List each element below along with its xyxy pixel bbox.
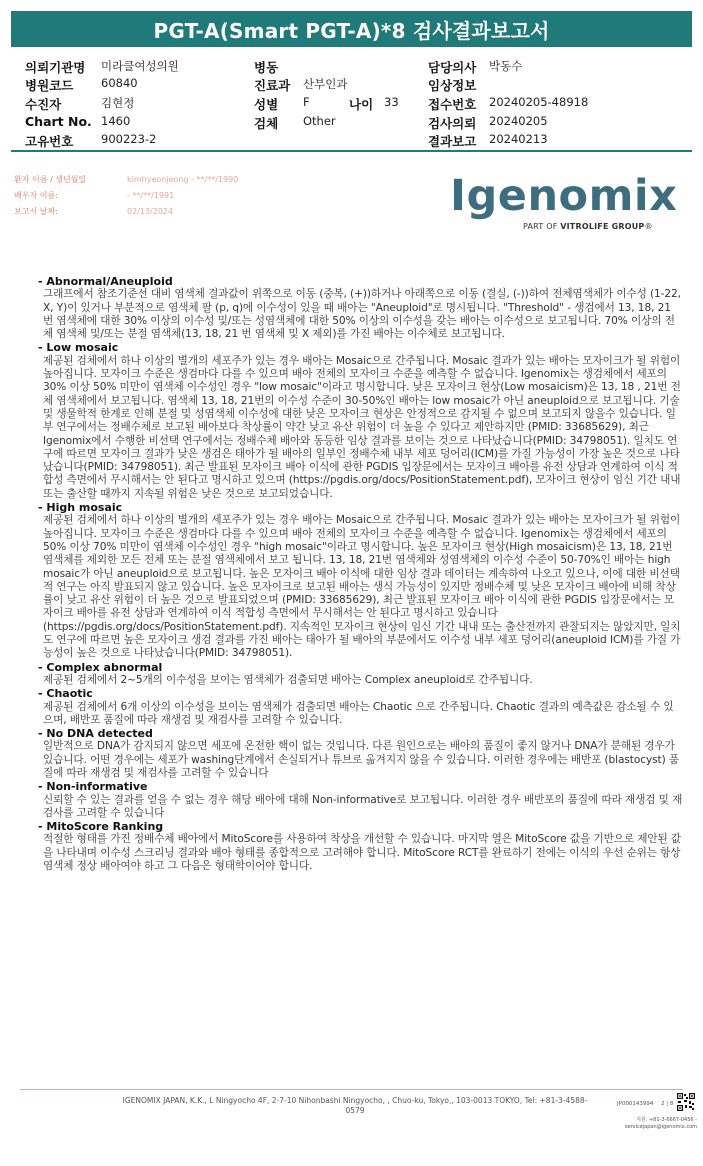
logo-tagline-prefix: PART OF	[523, 222, 561, 231]
info-block	[11, 54, 692, 152]
value-patient: 김현정	[101, 96, 135, 110]
label-unique-no: 고유번호	[25, 134, 74, 149]
footer-address: IGENOMIX JAPAN, K.K., L Ningyocho 4F, 2-7-10 Nihonbashi Ningyocho, , Chuo-ku, Tokyo,, 103-0013 TOKYO, Tel: +81-3-4588-0579	[122, 1096, 588, 1115]
label-doctor: 담당의사	[428, 60, 477, 75]
label-ward: 병동	[254, 60, 279, 75]
logo-tagline	[523, 222, 690, 231]
section-body: 적절한 형태를 가진 정배수체 배아에서 MitoScore를 사용하여 착상을 개선할 수 있습니다. 마지막 열은 MitoScore 값을 기반으로 제안된 값을 나타내며 이수성 스크리닝 결과와 배아 형태를 종합적으로 고려해야 합니다. MitoScore RCT를 완료하기 전에는 이식의 우선 순위는 항상 염색체 정상 배아여야 하고 그 다음은 형태학이어야 합니다.	[43, 833, 682, 873]
patient-name-label: 환자 이름 / 생년월일	[14, 175, 87, 184]
report-title: PGT-A(Smart PGT-A)*8 검사결과보고서	[153, 18, 550, 43]
document-number: JP000143994	[617, 1101, 654, 1107]
logo-wordmark: Igenomix	[450, 171, 678, 221]
value-receipt-no: 20240205-48918	[489, 95, 589, 109]
section-heading: - MitoScore Ranking	[38, 820, 164, 834]
section-high-mosaic	[33, 501, 683, 661]
label-age: 나이	[349, 97, 374, 112]
section-body: 제공된 검체에서 하나 이상의 별개의 세포주가 있는 경우 배아는 Mosaic으로 간주됩니다. Mosaic 결과가 있는 배아는 모자이크가 될 위험이 높아집니다. 모자이크 수준은 생검마다 다를 수 있으며 배아 전체의 모자이크 수준을 예측할 수 없습니다. Igenomix는 생검체에서 세포의 50% 이상 70% 미만이 염색체 이수성인 경우 "high mosaic"이라고 명시합니다. 높은 모자이크 현상(High mosaicism)은 13, 18, 21번 염색체를 제외한 모든 전체 또는 분절 염색체에서 보고 됩니다. 13, 18, 21번 염색체와 성염색체의 이수성 수준이 50-70%인 배아는 high mosaic가 아닌 aneuploid으로 보고됩니다. 높은 모자이크 배아 이식에 대한 임상 결과 데이터는 계속하여 나오고 있으나, 이에 대한 비선택적 연구는 아직 발표되지 않고 있습니다. 높은 모자이크로 보고된 배아는 생식 가능성이 있지만 정배수체 및 낮은 모자이크 배아에 비해 착상률이 낮고 유산 위험이 더 높은 것으로 발표되었으며 (PMID: 33685629), 최근 발표된 모자이크 배아 이식에 관한 PGDIS 입장문에서는 모자이크 배아를 유전 상담과 연계하여 이식 적합성 측면에서 무시해서는 안 된다고 명시하고 있습니다 (https://pgdis.org/docs/PositionStatement.pdf). 지속적인 모자이크 현상이 임신 기간 내내 또는 출산전까지 관찰되지는 않았지만, 일치도 연구에 따르면 높은 모자이크 생검 결과를 가진 배아는 태아가 될 배아의 부분에서도 이수성 내부 세포 덩어리(aneuploid ICM)를 가질 가능성이 높은 것으로 나타났습니다(PMID: 34798051).	[43, 514, 681, 660]
footer-divider	[20, 1089, 683, 1090]
value-institution: 미라클여성의원	[101, 59, 179, 73]
section-mitoscore	[33, 820, 683, 873]
section-heading: - High mosaic	[38, 501, 123, 515]
report-date-value: 02/13/2024	[127, 207, 174, 216]
qr-code-icon	[677, 1093, 695, 1111]
value-department: 산부인과	[303, 77, 348, 91]
definitions-content	[33, 275, 683, 873]
value-specimen: Other	[303, 114, 336, 128]
section-no-dna	[33, 727, 683, 780]
patient-block	[14, 172, 239, 220]
contact-phone: 지원: +81-3-6667-0456 -	[636, 1117, 697, 1123]
igenomix-logo	[450, 170, 690, 231]
label-specimen: 검체	[254, 116, 279, 131]
section-heading: - Low mosaic	[38, 341, 119, 355]
section-body: 제공된 검체에서 6개 이상의 이수성을 보이는 염색체가 검출되면 배아는 Chaotic 으로 간주됩니다. Chaotic 결과의 예측값은 감소될 수 있으며, 배반포 품질에 따라 재생검 및 재검사를 고려할 수 있습니다.	[43, 700, 674, 726]
label-hospital-code: 병원코드	[25, 78, 74, 93]
value-unique-no: 900223-2	[101, 132, 157, 146]
section-low-mosaic	[33, 341, 683, 501]
section-heading: - Abnormal/Aneuploid	[38, 275, 173, 288]
section-body: 그래프에서 참조기준선 대비 염색체 결과값이 위쪽으로 이동 (중복, (+))하거나 아래쪽으로 이동 (결실, (-))하여 전체염색체가 이수성 (1-22, X, Y)이 있거나 부분적으로 염색체 팔 (p, q)에 이수성이 있을 때 배아는 "Aneuploid"로 명시됩니다. "Threshold" - 생검에서 13, 18, 21 번 염색체에 대한 30% 이상의 이수성 및/또는 성염색체에 대한 50% 이상의 이수성을 갖는 배아는 이수성으로 보고됩니다. 70% 이상의 전체 염색체 및/또는 분절 염색체(13, 18, 21 번 염색체 및 X 제외)를 가진 배아는 이수체로 보고됩니다.	[43, 288, 681, 341]
value-hospital-code: 60840	[101, 76, 138, 90]
section-body: 제공된 검체에서 하나 이상의 별개의 세포주가 있는 경우 배아는 Mosaic으로 간주됩니다. Mosaic 결과가 있는 배아는 모자이크가 될 위험이 높아집니다. 모자이크 수준은 생검마다 다를 수 있으며 배아 전체의 모자이크 수준을 예측할 수 없습니다. Igenomix는 생검체에서 세포의 30% 이상 50% 미만이 염색체 이수성인 경우 "low mosaic"이라고 명시합니다. 낮은 모자이크 현상(Low mosaicism)은 13, 18 , 21번 전체 염색체에서 보고됩니다. 염색체 13, 18, 21번의 이수성 수준이 30-50%인 배아는 low mosaic가 아닌 aneuploid으로 보고됩니다. 기술 및 생물학적 한계로 인해 분절 및 성염색체 이수성에 대한 낮은 모자이크 현상은 안정적으로 감지될 수 없으며 보고되지 않을수 있습니다. 일부 연구에서는 정배수체로 보고된 배아보다 착상률이 약간 낮고 유산 위험이 더 높을 수 있다고 제안하지만 (PMID: 33685629), 최근 Igenomix에서 수행한 비선택 연구에서는 정배수체 배아와 동등한 임상 결과를 보이는 것으로 나타났습니다(PMID: 34798051). 일치도 연구에 따르면 모자이크 결과가 낮은 생검은 태아가 될 배아의 일부인 정배수체 내부 세포 덩어리(ICM)를 가질 가능성이 가장 높은 것으로 나타났습니다(PMID: 34798051). 최근 발표된 모자이크 배아 이식에 관한 PGDIS 입장문에서는 모자이크 배아를 유전 상담과 연계하여 이식 적합성 측면에서 무시해서는 안 된다고 명시하고 있으며 (https://pgdis.org/docs/PositionStatement.pdf), 모자이크 현상이 임신 기간 내내 또는 출산할 때까지 지속될 위험은 낮은 것으로 보고되었습니다.	[43, 354, 681, 500]
section-abnormal	[33, 275, 683, 341]
label-patient: 수진자	[25, 97, 62, 112]
value-age: 33	[384, 95, 399, 109]
label-chart-no: Chart No.	[25, 114, 92, 129]
value-doctor: 박동수	[489, 59, 523, 73]
section-heading: - Complex abnormal	[38, 660, 163, 674]
section-heading: - Chaotic	[38, 687, 93, 701]
value-chart-no: 1460	[101, 114, 131, 128]
section-chaotic	[33, 687, 683, 727]
section-heading: - Non-informative	[38, 780, 148, 794]
contact-email: servicejapan@igenomix.com	[624, 1123, 697, 1130]
section-body: 제공된 검체에서 2~5개의 이수성을 보이는 염색체가 검출되면 배아는 Complex aneuploid로 간주됩니다.	[43, 673, 533, 686]
contact-info	[612, 1117, 697, 1130]
patient-name-value: kimhyeonjeong - **/**/1990	[127, 175, 239, 184]
section-complex-abnormal	[33, 661, 683, 688]
section-heading: - No DNA detected	[38, 727, 153, 741]
partner-name-label: 배우자 이름:	[14, 191, 58, 200]
value-sex: F	[303, 95, 310, 109]
label-sex: 성별	[254, 97, 279, 112]
logo-tagline-suffix: ®	[644, 222, 653, 231]
value-request-date: 20240205	[489, 114, 548, 128]
partner-name-value: - **/**/1991	[127, 191, 175, 200]
logo-tagline-bold: VITROLIFE GROUP	[560, 222, 645, 231]
section-body: 신뢰할 수 있는 결과를 얻을 수 없는 경우 해당 배아에 대해 Non-informative로 보고됩니다. 이러한 경우 배반포의 품질에 따라 재생검 및 재검사를 고려할 수 있습니다	[43, 793, 683, 819]
label-department: 진료과	[254, 78, 291, 93]
label-report-date: 결과보고	[428, 134, 477, 149]
label-receipt-no: 접수번호	[428, 97, 477, 112]
report-title-bar	[11, 11, 692, 47]
report-date-label: 보고서 날짜:	[14, 207, 58, 216]
patient-row	[14, 172, 239, 188]
label-request-date: 검사의뢰	[428, 116, 477, 131]
report-date-row	[14, 204, 174, 220]
section-non-informative	[33, 780, 683, 820]
page-number: 2 | 8	[661, 1101, 674, 1107]
partner-row	[14, 188, 175, 204]
value-report-date: 20240213	[489, 132, 548, 146]
section-body: 일반적으로 DNA가 감지되지 않으면 세포에 온전한 핵이 없는 것입니다. 다른 원인으로는 배아의 품질이 좋지 않거나 DNA가 분해된 경우가 있습니다. 어떤 경우에는 세포가 washing단계에서 손실되거나 튜브로 옮겨지지 않을 수 있습니다. 이러한 경우에는 배반포 (blastocyst) 품질에 따라 재생검 및 재검사를 고려할 수 있습니다	[43, 740, 680, 779]
label-institution: 의뢰기관명	[25, 60, 86, 75]
label-clinical-info: 임상정보	[428, 78, 477, 93]
